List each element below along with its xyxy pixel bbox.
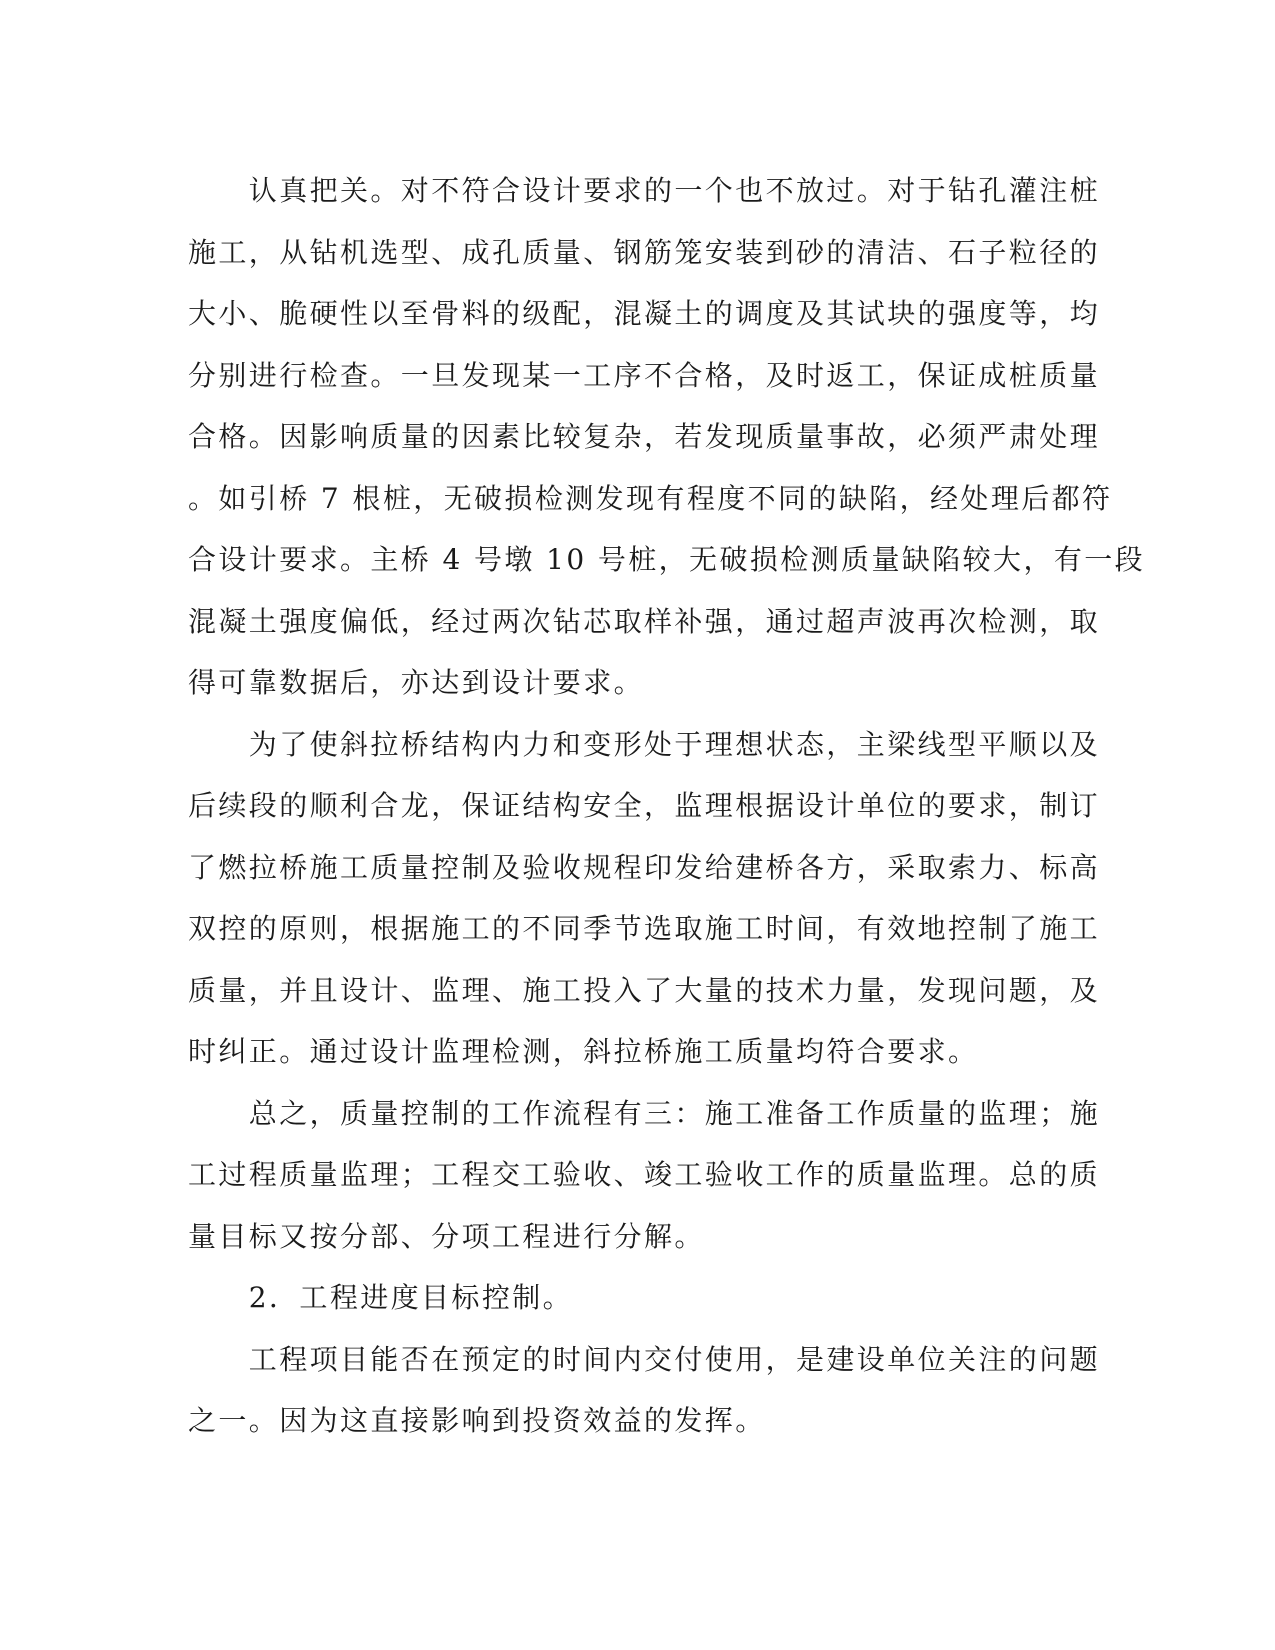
text-line: 得可靠数据后，亦达到设计要求。 [188,666,645,699]
text-line: 工过程质量监理；工程交工验收、竣工验收工作的质量监理。总的质 [188,1158,1101,1191]
text-line: 双控的原则，根据施工的不同季节选取施工时间，有效地控制了施工 [188,912,1101,945]
document-body [188,160,1146,1452]
text-line: 。如引桥 7 根桩，无破损检测发现有程度不同的缺陷，经处理后都符 [188,481,1113,515]
paragraph-pile-quality-control [188,160,1146,714]
text-line: 2．工程进度目标控制。 [188,1281,574,1314]
text-line: 施工，从钻机选型、成孔质量、钢筋笼安装到砂的清洁、石子粒径的 [188,235,1101,269]
text-line: 认真把关。对不符合设计要求的一个也不放过。对于钻孔灌注桩 [188,174,1101,207]
text-line: 工程项目能否在预定的时间内交付使用，是建设单位关注的问题 [188,1342,1101,1376]
text-line: 混凝土强度偏低，经过两次钻芯取样补强，通过超声波再次检测，取 [188,604,1101,638]
text-line: 分别进行检查。一旦发现某一工序不合格，及时返工，保证成桩质量 [188,358,1101,392]
paragraph-schedule-delivery [188,1329,1101,1452]
text-line: 了燃拉桥施工质量控制及验收规程印发给建桥各方，采取索力、标高 [188,850,1101,884]
text-line: 合格。因影响质量的因素比较复杂，若发现质量事故，必须严肃处理 [188,420,1101,453]
text-line: 时纠正。通过设计监理检测，斜拉桥施工质量均符合要求。 [188,1035,979,1068]
text-line: 总之，质量控制的工作流程有三：施工准备工作质量的监理；施 [188,1096,1101,1130]
text-line: 为了使斜拉桥结构内力和变形处于理想状态，主梁线型平顺以及 [188,727,1101,761]
text-line: 质量，并且设计、监理、施工投入了大量的技术力量，发现问题，及 [188,973,1101,1007]
paragraph-quality-workflow-summary [188,1083,1101,1268]
text-line: 后续段的顺利合龙，保证结构安全，监理根据设计单位的要求，制订 [188,789,1101,822]
text-line: 量目标又按分部、分项工程进行分解。 [188,1219,705,1253]
text-line: 大小、脆硬性以至骨料的级配，混凝土的调度及其试块的强度等，均 [188,297,1101,330]
paragraph-cable-stayed-bridge [188,714,1101,1083]
text-line: 之一。因为这直接影响到投资效益的发挥。 [188,1404,766,1437]
text-line: 合设计要求。主桥 4 号墩 10 号桩，无破损检测质量缺陷较大，有一段 [188,543,1146,576]
section-heading-schedule-control [188,1267,1078,1329]
